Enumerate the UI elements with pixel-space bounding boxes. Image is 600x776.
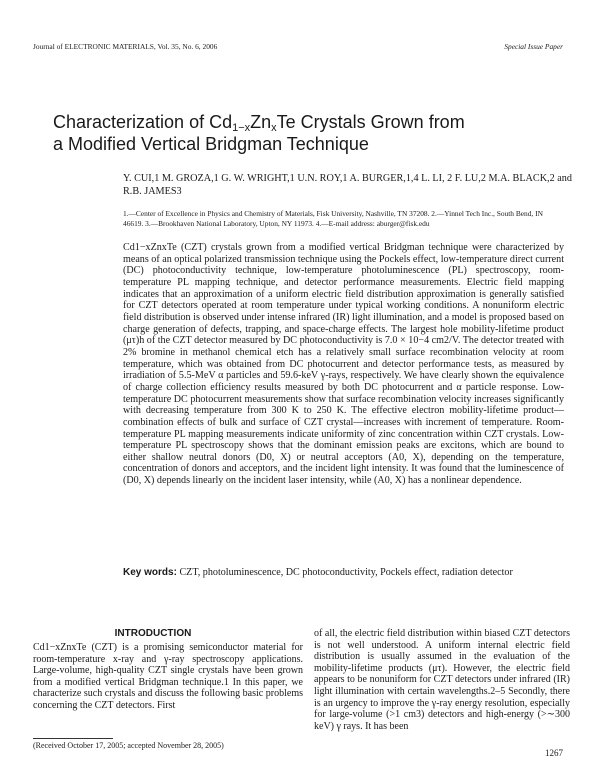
title-part: Zn bbox=[250, 112, 272, 132]
special-issue-label: Special Issue Paper bbox=[504, 42, 563, 51]
page-number: 1267 bbox=[545, 748, 563, 758]
abstract bbox=[123, 242, 564, 487]
footnote-rule bbox=[33, 738, 113, 739]
intro-column-right bbox=[314, 628, 570, 732]
title-part: Characterization of Cd bbox=[53, 112, 233, 132]
intro-paragraph: of all, the electric field distribution within biased CZT detectors is not well understood. A uniform internal electric field distribution is usually assumed in the evaluation of the mobility-lifetime products (μτ). However, the electric field appears to be nonuniform for CZT detectors under infrared (IR) light illumination with certain wavelengths.2–5 Secondly, there is an urgency to improve the γ-ray energy resolution, especially for large-volume (>1 cm3) detectors and high-energy (>∼300 keV) γ rays. It has been bbox=[314, 628, 570, 732]
intro-paragraph: Cd1−xZnxTe (CZT) is a promising semiconductor material for room-temperature x-ray and γ-ray spectroscopy applications. Large-volume, high-quality CZT single crystals have been grown from a modified vertical Bridgman technique.1 In this paper, we characterize such crystals and discuss the following basic problems concerning the CZT detectors. First bbox=[33, 642, 303, 711]
section-heading-introduction: INTRODUCTION bbox=[114, 628, 192, 639]
title-subscript: x bbox=[271, 122, 277, 134]
keywords-text: CZT, photoluminescence, DC photoconductivity, Pockels effect, radiation detector bbox=[179, 567, 513, 578]
title-part: Te Crystals Grown from bbox=[276, 112, 465, 132]
keywords-label: Key words: bbox=[123, 567, 177, 578]
title-subscript: 1−x bbox=[232, 122, 251, 134]
title-line2: a Modified Vertical Bridgman Technique bbox=[53, 134, 369, 154]
affiliations: 1.—Center of Excellence in Physics and Chemistry of Materials, Fisk University, Nashville, TN 37208. 2.—Yinnel Tech Inc., South Bend, IN 46619. 3.—Brookhaven National Laboratory, Upton, NY 11973. 4.—E-mail address: aburger@fisk.edu bbox=[123, 209, 543, 228]
journal-header: Journal of ELECTRONIC MATERIALS, Vol. 35, No. 6, 2006 bbox=[33, 42, 218, 51]
keywords bbox=[123, 567, 563, 580]
abstract-text: Cd1−xZnxTe (CZT) crystals grown from a modified vertical Bridgman technique were characterized by means of an optical polarized transmission technique using the Pockels effect, low-temperature direct current (DC) photoconductivity technique, low-temperature photoluminescence (PL) spectroscopy, room-temperature PL mapping technique, and detector performance measurements. Electric field mapping indicates that an approximation of a uniform electric field distribution approximation is generally satisfied for CZT detectors operated at room temperature under typical working conditions. A nonuniform electric field distribution is observed under intense infrared (IR) light illumination, and a model is proposed based on charge generation of defects, trapping, and space-charge effects. The largest hole mobility-lifetime product (μτ)h of the CZT detector measured by DC photoconductivity is 7.0 × 10−4 cm2/V. The detector treated with 2% bromine in methanol chemical etch has a relatively small surface recombination velocity at room temperature, which was obtained from DC photocurrent and detector performance tests, as measured by irradiation of 5.5-MeV α particles and 59.6-keV γ-rays, respectively. We have clearly shown the equivalence of charge collection efficiency results measured by both DC photocurrent and α particle response. Low-temperature DC photocurrent measurements show that surface recombination velocity increases significantly with decreasing temperature from 300 K to 250 K. The effective electron mobility-lifetime product—combination effects of bulk and surface of CZT crystal—increases with increment of temperature. Room-temperature PL mapping measurements indicate uniformity of zinc concentration within CZT crystals. Low-temperature PL spectroscopy shows that the dominant emission peaks are excitons, which are bound to either shallow neutral donors (D0, X) or neutral acceptors (A0, X), depending on the temperature, concentration of donors and acceptors, and the incident light intensity. It was found that the luminescence of (D0, X) depends linearly on the incident laser intensity, while (A0, X) has a nonlinear dependence. bbox=[123, 242, 564, 487]
received-date: (Received October 17, 2005; accepted November 28, 2005) bbox=[33, 741, 224, 750]
author-list: Y. CUI,1 M. GROZA,1 G. W. WRIGHT,1 U.N. ROY,1 A. BURGER,1,4 L. LI, 2 F. LU,2 M.A. BLACK,2 and R.B. JAMES3 bbox=[123, 173, 572, 197]
intro-column-left bbox=[33, 642, 303, 712]
paper-title bbox=[53, 111, 573, 155]
